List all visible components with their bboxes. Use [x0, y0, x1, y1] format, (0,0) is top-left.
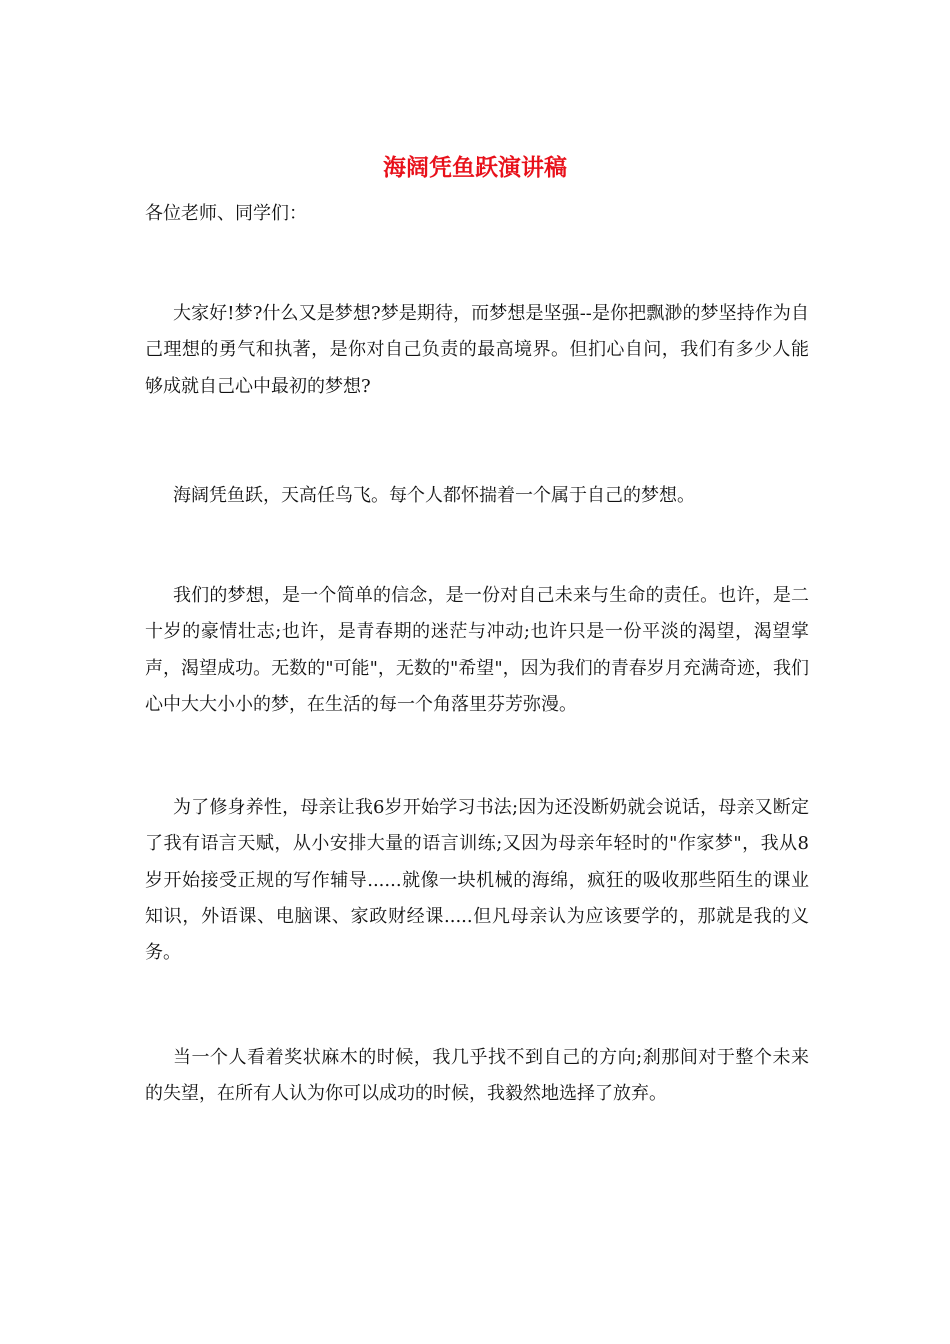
paragraph-4: 为了修身养性，母亲让我6岁开始学习书法;因为还没断奶就会说话，母亲又断定了我有语言天赋，从小安排大量的语言训练;又因为母亲年轻时的"作家梦"，我从8岁开始接受正规的写作辅导......就像一块机械的海绵，疯狂的吸收那些陌生的课业知识，外语课、电脑课、家政财经课.....但凡母亲认为应该要学的，那就是我的义务。 [145, 797, 809, 964]
paragraph-2: 海阔凭鱼跃，天高任鸟飞。每个人都怀揣着一个属于自己的梦想。 [173, 485, 695, 506]
document-title: 海阔凭鱼跃演讲稿 [383, 154, 567, 181]
paragraph-1: 大家好!梦?什么又是梦想?梦是期待，而梦想是坚强--是你把飘渺的梦坚持作为自己理想的勇气和执著，是你对自己负责的最高境界。但扪心自问，我们有多少人能够成就自己心中最初的梦想? [145, 303, 809, 397]
paragraph-5: 当一个人看着奖状麻木的时候，我几乎找不到自己的方向;刹那间对于整个未来的失望，在所有人认为你可以成功的时候，我毅然地选择了放弃。 [145, 1047, 809, 1105]
paragraph-3: 我们的梦想，是一个简单的信念，是一份对自己未来与生命的责任。也许，是二十岁的豪情壮志;也许，是青春期的迷茫与冲动;也许只是一份平淡的渴望，渴望掌声，渴望成功。无数的"可能"，无数的"希望"，因为我们的青春岁月充满奇迹，我们心中大大小小的梦，在生活的每一个角落里芬芳弥漫。 [145, 585, 809, 715]
greeting-line: 各位老师、同学们： [145, 203, 307, 224]
